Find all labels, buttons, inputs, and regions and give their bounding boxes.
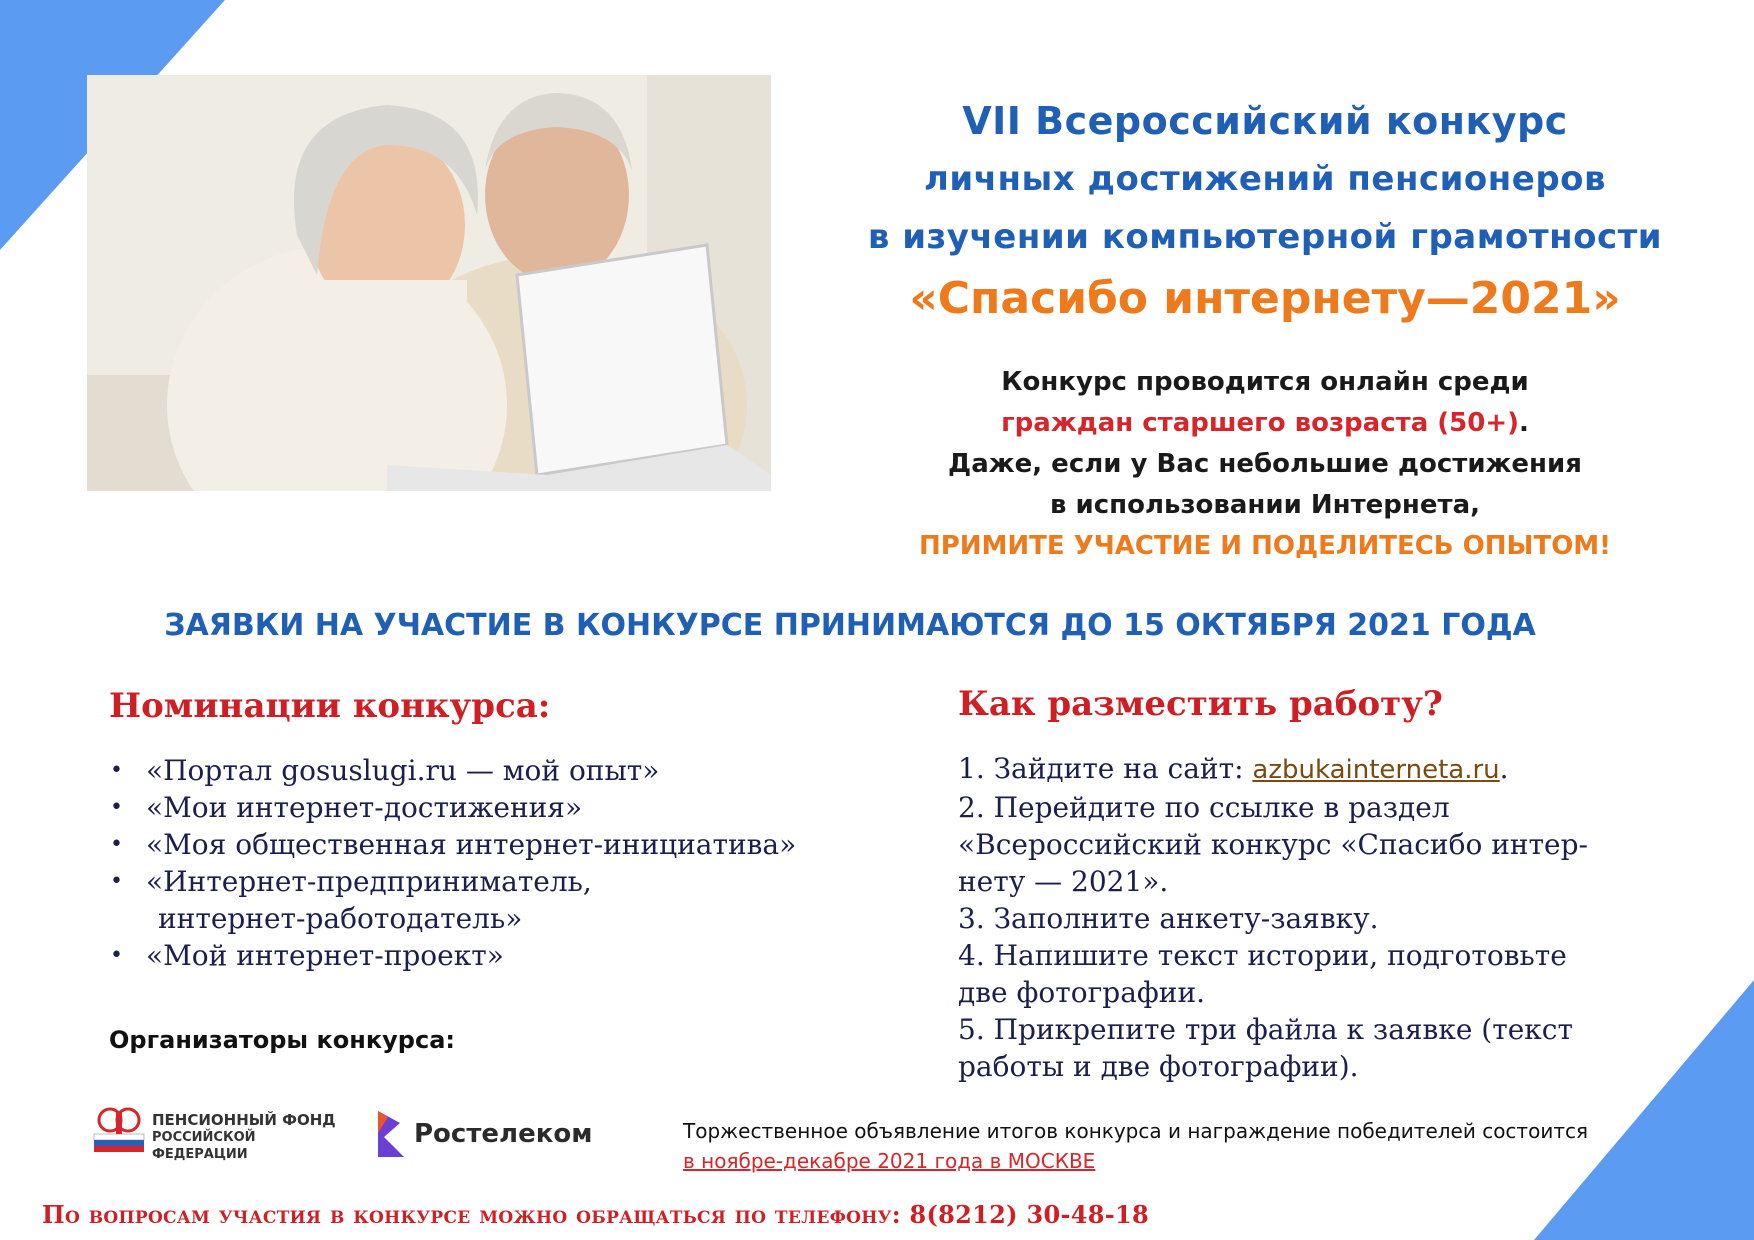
- nomination-label: «Моя общественная интернет-инициатива»: [146, 828, 797, 861]
- list-item: [108, 937, 868, 974]
- list-item: [108, 863, 868, 937]
- howto-title: Как разместить работу?: [958, 684, 1443, 724]
- intro-call-to-action: ПРИМИТЕ УЧАСТИЕ И ПОДЕЛИТЕСЬ ОПЫТОМ!: [918, 531, 1612, 561]
- intro-line-1: Конкурс проводится онлайн среди: [1001, 367, 1529, 397]
- deadline-banner: ЗАЯВКИ НА УЧАСТИЕ В КОНКУРСЕ ПРИНИМАЮТСЯ ДО 15 ОКТЯБРЯ 2021 ГОДА: [164, 608, 1536, 643]
- intro-line-2: [850, 403, 1680, 444]
- title-line-1: VII Всероссийский конкурс: [962, 99, 1568, 143]
- title-line-3: в изучении компьютерной грамотности: [867, 217, 1663, 257]
- nominations-title: Номинации конкурса:: [109, 686, 551, 726]
- step-1-end: .: [1499, 752, 1509, 785]
- intro-age-highlight: граждан старшего возраста (50+): [1001, 408, 1520, 438]
- intro-line-2-end: .: [1519, 408, 1529, 438]
- intro-line-3: Даже, если у Вас небольшие достижения: [948, 449, 1582, 479]
- step-1-text: 1. Зайдите на сайт:: [958, 752, 1253, 785]
- list-item: [108, 752, 868, 789]
- pfr-name: [152, 1112, 352, 1163]
- step-2a: 2. Перейдите по ссылке в раздел: [958, 791, 1450, 824]
- bullet-icon: •: [110, 758, 123, 783]
- rostelecom-name: Ростелеком: [414, 1119, 593, 1149]
- nominations-list: [108, 752, 868, 974]
- organizers-label: Организаторы конкурса:: [109, 1026, 455, 1054]
- step-2c: нету — 2021».: [958, 865, 1169, 898]
- nomination-label: «Портал gosuslugi.ru — мой опыт»: [146, 754, 660, 787]
- announcement: [683, 1116, 1683, 1176]
- pfr-line-1: ПЕНСИОННЫЙ ФОНД: [152, 1111, 336, 1129]
- howto-steps: [958, 750, 1628, 1085]
- bullet-icon: •: [110, 869, 123, 894]
- intro-line-4: в использовании Интернета,: [1050, 490, 1480, 520]
- rostelecom-logo: [374, 1103, 594, 1161]
- pfr-logo: [92, 1104, 342, 1162]
- nomination-label-continued: интернет-работодатель»: [158, 902, 523, 935]
- step-5b: работы и две фотографии).: [958, 1050, 1359, 1083]
- step-1: [958, 750, 1628, 789]
- step-3: 3. Заполните анкету-заявку.: [958, 902, 1379, 935]
- bullet-icon: •: [110, 832, 123, 857]
- announcement-line-1: Торжественное объявление итогов конкурса и награждение победителей состоится: [683, 1119, 1588, 1143]
- contact-phone: По вопросам участия в конкурсе можно обращаться по телефону: 8(8212) 30-48-18: [42, 1200, 1150, 1229]
- contest-title: [800, 92, 1730, 332]
- nomination-label: «Мой интернет-проект»: [146, 939, 504, 972]
- list-item: [108, 826, 868, 863]
- step-4a: 4. Напишите текст истории, подготовьте: [958, 939, 1567, 972]
- bullet-icon: •: [110, 943, 123, 968]
- nomination-label: «Интернет-предприниматель,: [146, 865, 592, 898]
- rostelecom-emblem-icon: [374, 1103, 410, 1161]
- bullet-icon: •: [110, 795, 123, 820]
- site-link[interactable]: azbukainterneta.ru: [1252, 755, 1500, 785]
- step-2b: «Всероссийский конкурс «Спасибо интер-: [958, 828, 1588, 861]
- pfr-line-2: РОССИЙСКОЙ ФЕДЕРАЦИИ: [152, 1130, 256, 1162]
- list-item: [108, 789, 868, 826]
- step-5a: 5. Прикрепите три файла к заявке (текст: [958, 1013, 1573, 1046]
- seniors-laptop-illustration: [87, 75, 771, 491]
- hero-photo: [87, 75, 771, 491]
- announcement-line-2: в ноябре-декабре 2021 года в МОСКВЕ: [683, 1149, 1096, 1173]
- title-line-2: личных достижений пенсионеров: [923, 159, 1607, 199]
- step-4b: две фотографии.: [958, 976, 1206, 1009]
- nomination-label: «Мои интернет-достижения»: [146, 791, 583, 824]
- pfr-emblem-icon: [92, 1104, 148, 1156]
- intro-text: [850, 362, 1680, 567]
- contest-name: «Спасибо интернету—2021»: [909, 273, 1621, 324]
